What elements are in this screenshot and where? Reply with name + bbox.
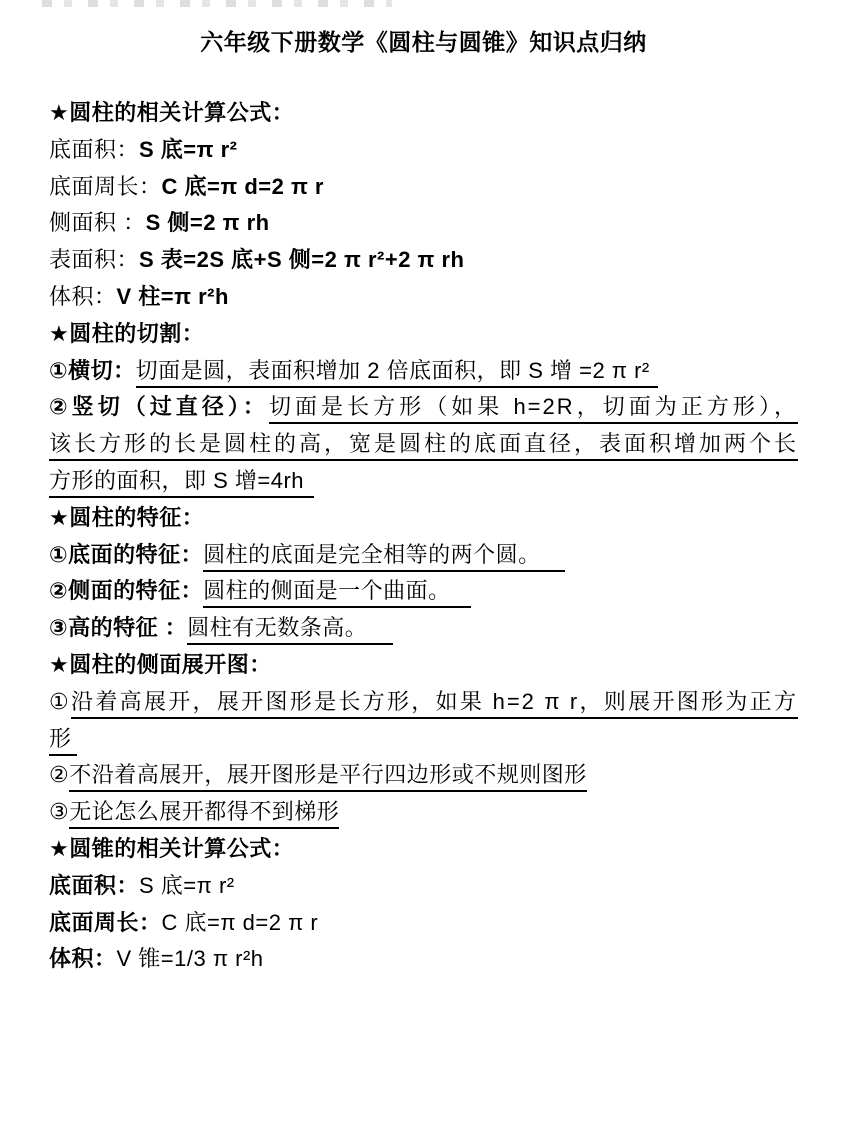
text-line <box>49 647 798 684</box>
text-line <box>49 500 798 537</box>
text-line <box>49 169 798 206</box>
text-line <box>49 389 798 426</box>
bold-label: ③高的特征 ： <box>49 615 188 641</box>
text-line <box>49 242 798 279</box>
text-segment: V 锥=1/3 π r²h <box>116 946 264 972</box>
bold-label: 底面积： <box>49 872 140 898</box>
text-line <box>49 868 798 905</box>
bold-label: V 柱=π r²h <box>116 283 229 309</box>
text-line <box>49 794 798 831</box>
text-line <box>49 353 798 390</box>
text-segment: ③ <box>49 799 70 825</box>
text-segment: ① <box>49 688 72 714</box>
bold-label: S 底=π r² <box>139 136 238 162</box>
underlined-text: 圆柱有无数条高。 <box>187 615 393 645</box>
text-line <box>49 831 798 868</box>
bold-label: ★圆锥的相关计算公式： <box>49 835 295 861</box>
bold-label: S 侧=2 π rh <box>145 210 270 236</box>
underlined-text: 不沿着高展开，展开图形是平行四边形或不规则图形 <box>69 762 587 792</box>
bold-label: ②侧面的特征： <box>49 578 204 604</box>
text-segment: C 底=π d=2 π r <box>161 909 319 935</box>
text-segment: 体积： <box>49 283 117 309</box>
underlined-text: 该长方形的长是圆柱的高，宽是圆柱的底面直径，表面积增加两个长 <box>49 431 798 461</box>
text-line <box>49 132 798 169</box>
text-line <box>49 537 798 574</box>
bold-label: ★圆柱的特征： <box>49 504 205 530</box>
bold-label: S 表=2S 底+S 侧=2 π r²+2 π rh <box>139 247 465 273</box>
text-line <box>49 610 798 647</box>
bold-label: ★圆柱的相关计算公式： <box>49 100 295 125</box>
text-segment: 侧面积 ： <box>49 210 146 236</box>
bold-label: ①底面的特征： <box>49 541 204 567</box>
bold-label: C 底=π d=2 π r <box>161 173 324 199</box>
text-line <box>49 573 798 610</box>
underlined-text: 切面是圆，表面积增加 2 倍底面积，即 S 增 =2 π r² <box>136 358 658 388</box>
text-line <box>49 463 798 500</box>
text-line <box>49 905 798 942</box>
text-segment: ② <box>49 762 70 788</box>
underlined-text: 形 <box>49 726 77 756</box>
clipped-text-artifact <box>42 0 392 7</box>
text-line <box>49 279 798 316</box>
text-line <box>49 426 798 463</box>
text-line <box>49 95 798 132</box>
underlined-text: 圆柱的底面是完全相等的两个圆。 <box>203 542 565 572</box>
underlined-text: 无论怎么展开都得不到梯形 <box>69 799 339 829</box>
text-line <box>49 721 798 758</box>
underlined-text: 方形的面积，即 S 增=4rh <box>49 468 314 498</box>
underlined-text: 圆柱的侧面是一个曲面。 <box>203 578 471 608</box>
text-segment: S 底=π r² <box>139 872 235 898</box>
bold-label: ★圆柱的切割： <box>49 320 205 346</box>
text-line <box>49 757 798 794</box>
bold-label: 底面周长： <box>49 909 162 935</box>
underlined-text: 沿着高展开，展开图形是长方形，如果 h=2 π r，则展开图形为正方 <box>71 689 798 719</box>
text-segment: 底面积： <box>49 136 140 162</box>
text-segment: 表面积： <box>49 247 140 273</box>
bold-label: ②竖切（过直径）： <box>49 394 269 420</box>
text-line <box>49 205 798 242</box>
underlined-text: 切面是长方形（如果 h=2R，切面为正方形）， <box>269 394 798 424</box>
bold-label: ★圆柱的侧面展开图： <box>49 651 272 677</box>
text-line <box>49 684 798 721</box>
text-line <box>49 941 798 978</box>
page-title: 六年级下册数学《圆柱与圆锥》知识点归纳 <box>200 29 647 55</box>
text-line <box>49 316 798 353</box>
document-body <box>0 95 847 978</box>
text-segment: 底面周长： <box>49 173 162 199</box>
bold-label: 体积： <box>49 946 117 972</box>
bold-label: ①横切： <box>49 357 136 383</box>
